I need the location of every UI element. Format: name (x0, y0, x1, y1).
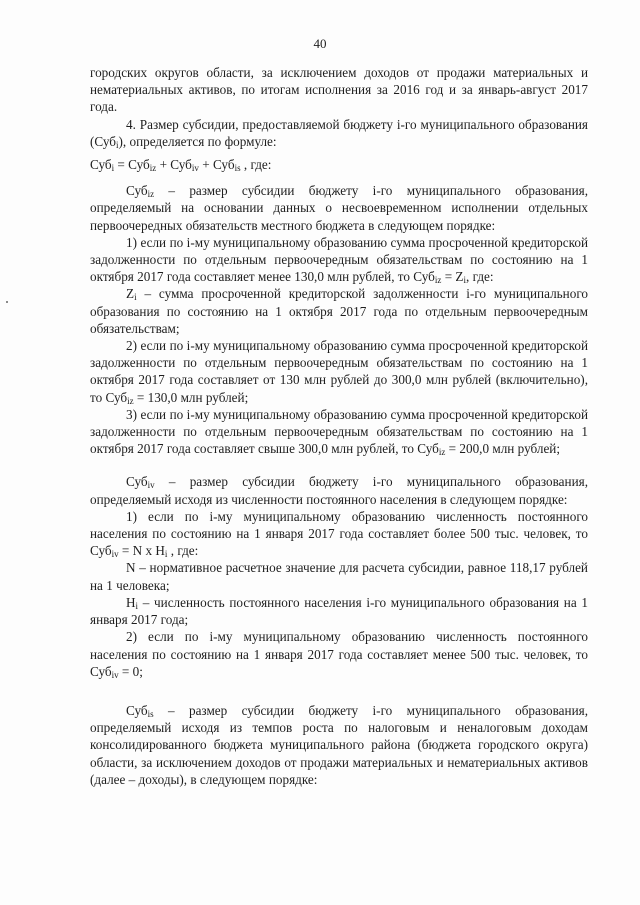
document-body (90, 64, 588, 788)
paragraph-h-definition: $H_i$ – численность постоянного населения i-го муниципального образования на 1 января 2017 года; (90, 594, 588, 628)
paragraph-item-4: 4. Размер субсидии, предоставляемой бюджету i-го муниципального образования (Суб$_i$), определяется по формуле: (90, 116, 588, 150)
paragraph-iv-definition: Суб$_{iv}$ – размер субсидии бюджету i-го муниципального образования, определяемый исходя из численности постоянного населения в следующем порядке: (90, 474, 588, 507)
paragraph-z-definition: $Z_i$ – сумма просроченной кредиторской задолженности i-го муниципального образования по состоянию на 1 октября 2017 года по отдельным первоочередным обязательствам; (90, 286, 588, 336)
page-number: 40 (313, 36, 327, 51)
formula-subsidy: Суб$_i$ = Суб$_{iz}$ + Суб$_{iv}$ + Суб$_{is}$ , где: (90, 157, 272, 174)
paragraph-iv-case-2: 2) если по i-му муниципальному образованию численность постоянного населения по состоянию на 1 января 2017 года составляет менее 500 тыс. человек, то Суб$_{iv}$ = 0; (90, 629, 588, 680)
paragraph-iv-case-1: 1) если по i-му муниципальному образованию численность постоянного населения по состоянию на 1 января 2017 года составляет более 500 тыс. человек, то Суб$_{iv}$ = N x $H_i$ , где: (90, 508, 588, 560)
scan-dot (6, 301, 8, 303)
paragraph-iz-case-3: 3) если по i-му муниципальному образованию сумма просроченной кредиторской задолженности по отдельным первоочередным обязательствам по состоянию на 1 октября 2017 года составляет свыше 300,0 млн рублей, то Суб$_{iz}$ = 200,0 млн рублей; (90, 406, 588, 458)
paragraph-n-definition: N – нормативное расчетное значение для расчета субсидии, равное 118,17 рублей на 1 человека; (90, 560, 588, 593)
paragraph-iz-case-2: 2) если по i-му муниципальному образованию сумма просроченной кредиторской задолженности по отдельным первоочередным обязательствам по состоянию на 1 октября 2017 года составляет от 130 млн рублей до 300,0 млн рублей (включительно), то Суб$_{iz}$ = 130,0 млн рублей; (90, 338, 588, 406)
spacer (90, 457, 588, 473)
paragraph-is-definition: Суб$_{is}$ – размер субсидии бюджету i-го муниципального образования, определяемый исходя из темпов роста по налоговым и неналоговым доходам консолидированного бюджета муниципального района (бюджета городского округа) области, за исключением доходов от продажи материальных и нематериальных активов (далее – доходы), в следующем порядке: (90, 702, 588, 787)
spacer (90, 680, 588, 702)
paragraph-iz-case-1: 1) если по i-му муниципальному образованию сумма просроченной кредиторской задолженности по отдельным первоочередным обязательствам по состоянию на 1 октября 2017 года составляет менее 130,0 млн рублей, то $Суб_{iz} = Z_i$, где: (90, 234, 588, 286)
paragraph-intro: городских округов области, за исключением доходов от продажи материальных и нематериальных активов, по итогам исполнения за 2016 год и за январь-август 2017 года. (90, 65, 588, 115)
paragraph-iz-definition: Суб$_{iz}$ – размер субсидии бюджету i-го муниципального образования, определяемый на основании данных о несвоевременном исполнении отдельных первоочередных обязательств местного бюджета в следующем порядке: (90, 183, 588, 233)
